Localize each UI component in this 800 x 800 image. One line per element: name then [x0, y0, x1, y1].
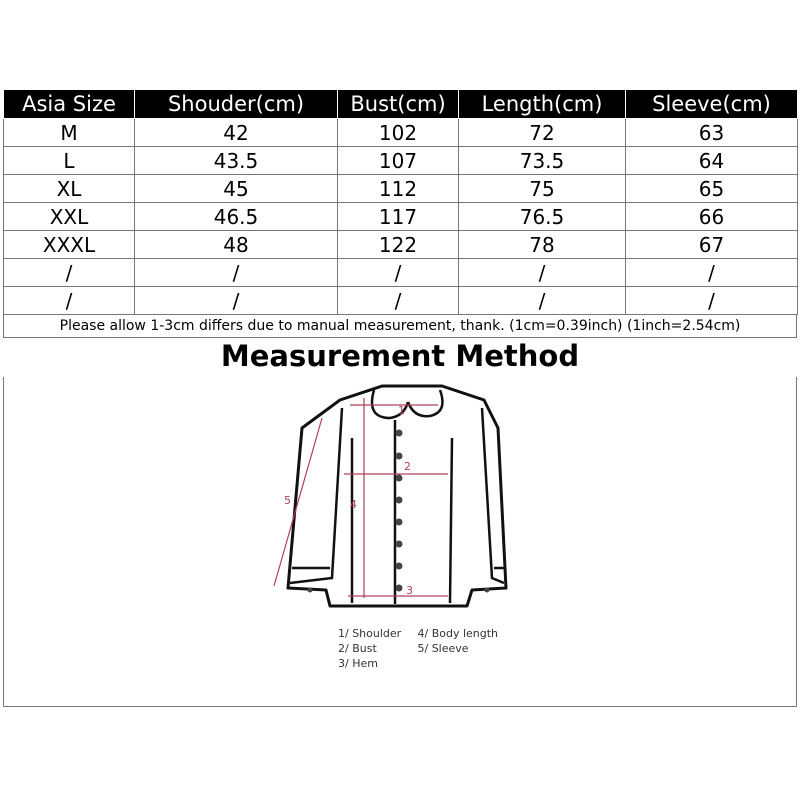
table-row [4, 175, 798, 203]
button-dot [396, 563, 403, 570]
legend-item: 1/ Shoulder [338, 627, 402, 640]
marker-2: 2 [404, 460, 411, 473]
table-cell: 65 [626, 175, 798, 203]
button-dot [396, 497, 403, 504]
table-cell: L [4, 147, 135, 175]
table-cell: / [459, 259, 626, 287]
table-cell: 63 [626, 119, 798, 147]
table-cell: 102 [338, 119, 459, 147]
table-cell: / [135, 259, 338, 287]
table-cell: XXXL [4, 231, 135, 259]
table-cell: 42 [135, 119, 338, 147]
header-length: Length(cm) [459, 90, 626, 119]
table-cell: / [626, 259, 798, 287]
button-dot [396, 519, 403, 526]
table-row [4, 287, 798, 315]
shirt-body [288, 386, 506, 606]
marker-1: 1 [398, 404, 405, 417]
legend-col-1 [338, 626, 414, 671]
table-cell: 73.5 [459, 147, 626, 175]
table-cell: 112 [338, 175, 459, 203]
measure-legend [338, 626, 499, 671]
marker-3: 3 [406, 584, 413, 597]
button-dot [396, 585, 403, 592]
method-title: Measurement Method [220, 339, 580, 373]
header-size: Asia Size [4, 90, 135, 119]
table-row [4, 203, 798, 231]
table-cell: / [135, 287, 338, 315]
cuff-button [308, 588, 313, 593]
header-bust: Bust(cm) [338, 90, 459, 119]
table-cell: 76.5 [459, 203, 626, 231]
button-dot [396, 475, 403, 482]
table-row [4, 147, 798, 175]
table-cell: / [4, 287, 135, 315]
table-header-row [4, 90, 798, 119]
table-cell: 72 [459, 119, 626, 147]
table-cell: 48 [135, 231, 338, 259]
table-cell: 117 [338, 203, 459, 231]
table-cell: 64 [626, 147, 798, 175]
table-row [4, 231, 798, 259]
table-cell: 43.5 [135, 147, 338, 175]
table-cell: 45 [135, 175, 338, 203]
button-dot [396, 453, 403, 460]
table-cell: 75 [459, 175, 626, 203]
table-cell: 46.5 [135, 203, 338, 231]
table-cell: 67 [626, 231, 798, 259]
legend-item: 5/ Sleeve [417, 642, 469, 655]
shirt-diagram [262, 378, 522, 618]
table-cell: 78 [459, 231, 626, 259]
cuff-button [485, 588, 490, 593]
marker-4: 4 [350, 498, 357, 511]
size-table [3, 89, 798, 315]
header-sleeve: Sleeve(cm) [626, 90, 798, 119]
button-dot [396, 541, 403, 548]
header-shoulder: Shouder(cm) [135, 90, 338, 119]
table-cell: 107 [338, 147, 459, 175]
table-row [4, 119, 798, 147]
table-cell: / [338, 259, 459, 287]
table-cell: 66 [626, 203, 798, 231]
table-cell: / [4, 259, 135, 287]
legend-item: 4/ Body length [417, 627, 499, 640]
button-dot [396, 430, 403, 437]
table-cell: / [626, 287, 798, 315]
table-cell: / [459, 287, 626, 315]
table-cell: XXL [4, 203, 135, 231]
table-row [4, 259, 798, 287]
table-cell: M [4, 119, 135, 147]
legend-col-2 [417, 626, 499, 656]
legend-item: 2/ Bust [338, 642, 377, 655]
table-cell: / [338, 287, 459, 315]
legend-item: 3/ Hem [338, 657, 378, 670]
marker-5: 5 [284, 494, 291, 507]
measurement-note: Please allow 1-3cm differs due to manual measurement, thank. (1cm=0.39inch) (1inch=2.54cm) [3, 314, 797, 338]
table-cell: 122 [338, 231, 459, 259]
table-cell: XL [4, 175, 135, 203]
